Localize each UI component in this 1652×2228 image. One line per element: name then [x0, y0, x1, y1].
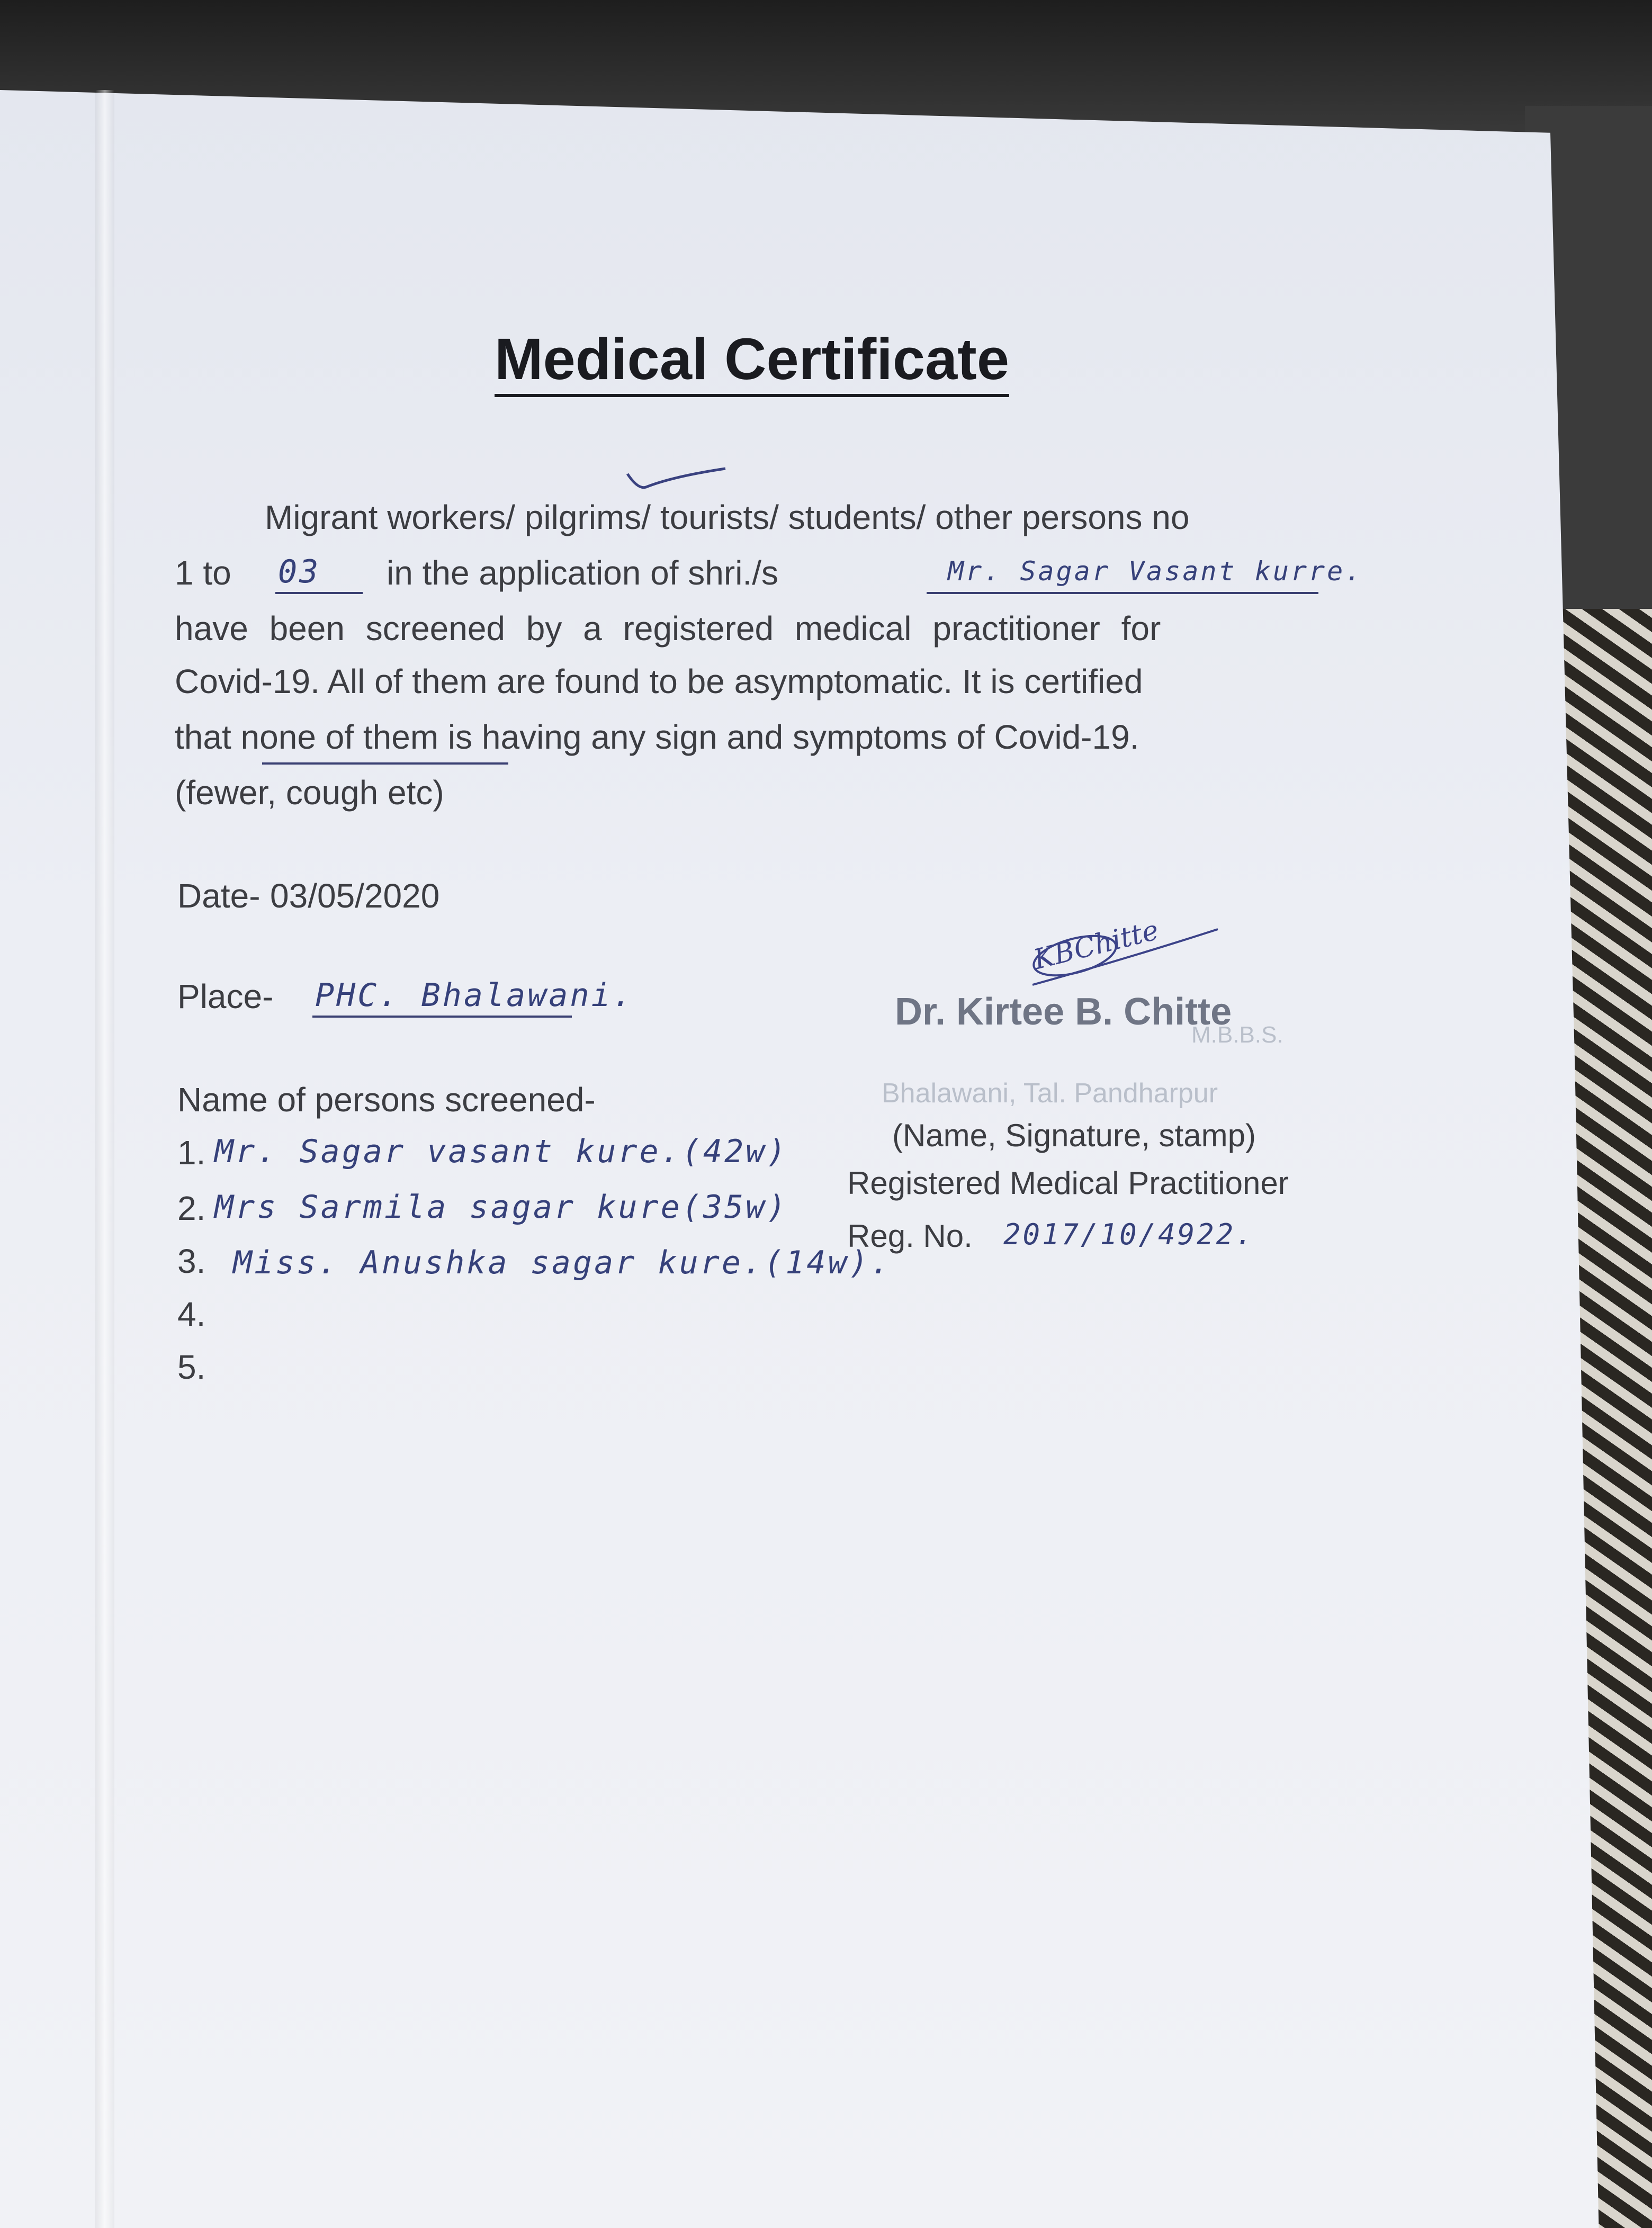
- applicant-underline: [927, 592, 1318, 594]
- place-value: PHC. Bhalawani.: [315, 977, 634, 1014]
- place-underline: [312, 1016, 572, 1018]
- place-label: Place-: [177, 977, 274, 1016]
- body-line-1: Migrant workers/ pilgrims/ tourists/ students/ other persons no: [265, 498, 1190, 536]
- screened-name-1: Mr. Sagar vasant kure.(42w): [214, 1133, 788, 1170]
- body-line-6: (fewer, cough etc): [175, 774, 444, 812]
- stamp-caption: (Name, Signature, stamp): [892, 1118, 1256, 1153]
- body-line-5: that none of them is having any sign and symptoms of Covid-19.: [175, 718, 1139, 756]
- reg-label: Reg. No.: [847, 1218, 973, 1254]
- none-underline: [262, 762, 508, 765]
- stamp-degree: M.B.B.S.: [1191, 1022, 1283, 1048]
- body-line-3: have been screened by a registered medical practitioner for: [175, 609, 1161, 648]
- certificate-title: Medical Certificate: [0, 326, 1504, 393]
- screened-num-2: 2.: [177, 1189, 206, 1227]
- tick-mark: [625, 461, 731, 498]
- screened-name-3: Miss. Anushka sagar kure.(14w).: [233, 1244, 892, 1281]
- body-line-2-prefix: 1 to: [175, 554, 231, 592]
- screened-num-3: 3.: [177, 1242, 206, 1280]
- screened-heading: Name of persons screened-: [177, 1081, 596, 1119]
- body-line-4: Covid-19. All of them are found to be asymptomatic. It is certified: [175, 662, 1143, 700]
- count-underline: [275, 592, 363, 594]
- date-value: 03/05/2020: [270, 877, 440, 915]
- screened-num-4: 4.: [177, 1295, 206, 1333]
- signature-stroke: [1022, 919, 1234, 998]
- body-line-2-mid: in the application of shri./s: [387, 554, 778, 592]
- date-label: Date-: [177, 877, 261, 915]
- stamp-name: Dr. Kirtee B. Chitte: [895, 991, 1232, 1033]
- screened-num-1: 1.: [177, 1134, 206, 1172]
- applicant-handwritten: Mr. Sagar Vasant kurre.: [948, 556, 1363, 587]
- screened-name-2: Mrs Sarmila sagar kure(35w): [214, 1189, 788, 1226]
- stamp-place: Bhalawani, Tal. Pandharpur: [882, 1078, 1218, 1109]
- reg-value: 2017/10/4922.: [1003, 1218, 1255, 1251]
- practitioner-role: Registered Medical Practitioner: [847, 1165, 1289, 1201]
- screened-num-5: 5.: [177, 1348, 206, 1386]
- doctor-signature: KBChitte: [1030, 914, 1162, 976]
- count-handwritten: 03: [278, 553, 321, 590]
